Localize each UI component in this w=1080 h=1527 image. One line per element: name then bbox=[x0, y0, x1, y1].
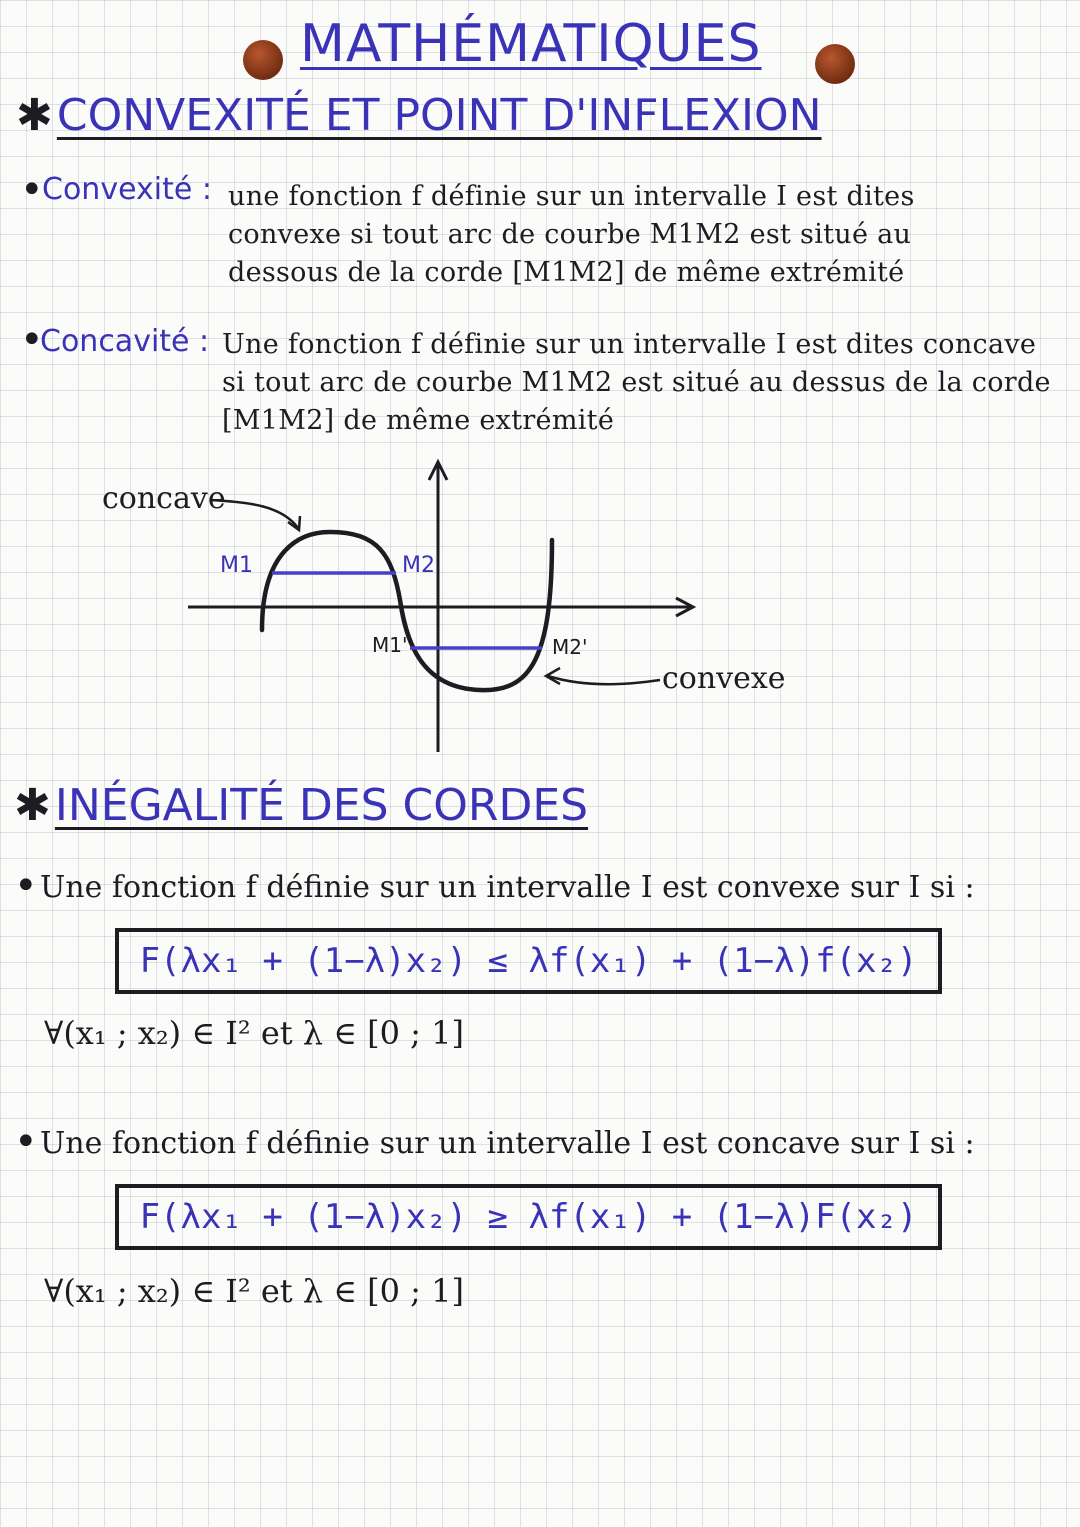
definition-convexite bbox=[228, 178, 1048, 292]
section-heading-text: CONVEXITÉ ET POINT D'INFLEXION bbox=[56, 90, 822, 141]
decorative-dot-left bbox=[243, 40, 283, 80]
convex-condition: ∀(x₁ ; x₂) ∈ I² et λ ∈ [0 ; 1] bbox=[44, 1014, 464, 1052]
convexity-diagram bbox=[0, 440, 1080, 770]
definition-concavite bbox=[222, 326, 1062, 440]
page-title: MATHÉMATIQUES bbox=[300, 14, 762, 74]
asterisk-icon: ✱ bbox=[14, 780, 51, 831]
label-convexe: convexe bbox=[662, 661, 786, 696]
definition-line: convexe si tout arc de courbe M1M2 est situé au bbox=[228, 219, 912, 250]
convex-rule-intro: Une fonction f définie sur un intervalle I est convexe sur I si : bbox=[40, 870, 975, 905]
definition-line: une fonction f définie sur un intervalle I est dites bbox=[228, 181, 915, 212]
concave-formula: F(λx₁ + (1−λ)x₂) ≥ λf(x₁) + (1−λ)F(x₂) bbox=[139, 1197, 918, 1237]
convex-formula-box bbox=[115, 928, 942, 994]
decorative-dot-right bbox=[815, 44, 855, 84]
asterisk-icon: ✱ bbox=[16, 90, 53, 141]
term-convexite: Convexité : bbox=[42, 172, 212, 207]
label-m1-prime: M1' bbox=[372, 633, 408, 657]
section-heading-text: INÉGALITÉ DES CORDES bbox=[54, 780, 589, 831]
definition-line: dessous de la corde [M1M2] de même extrémité bbox=[228, 257, 905, 288]
convexe-arrow bbox=[548, 676, 660, 684]
definition-line: [M1M2] de même extrémité bbox=[222, 405, 615, 436]
definition-line: si tout arc de courbe M1M2 est situé au dessus de la corde bbox=[222, 367, 1051, 398]
term-concavite: Concavité : bbox=[40, 324, 210, 359]
definition-line: Une fonction f définie sur un intervalle I est dites concave bbox=[222, 329, 1037, 360]
concave-formula-box bbox=[115, 1184, 942, 1250]
label-m1: M1 bbox=[220, 553, 253, 578]
bullet-icon: • bbox=[14, 863, 38, 909]
concave-condition: ∀(x₁ ; x₂) ∈ I² et λ ∈ [0 ; 1] bbox=[44, 1272, 464, 1310]
label-m2-prime: M2' bbox=[552, 635, 588, 659]
convex-formula: F(λx₁ + (1−λ)x₂) ≤ λf(x₁) + (1−λ)f(x₂) bbox=[139, 941, 918, 981]
label-m2: M2 bbox=[402, 553, 435, 578]
concave-rule-intro: Une fonction f définie sur un intervalle I est concave sur I si : bbox=[40, 1126, 975, 1161]
bullet-icon: • bbox=[20, 167, 44, 213]
bullet-icon: • bbox=[20, 317, 44, 363]
section-heading-inegalite bbox=[14, 780, 588, 831]
bullet-icon: • bbox=[14, 1119, 38, 1165]
label-concave: concave bbox=[102, 481, 226, 516]
convexe-arrow-head-icon bbox=[546, 668, 560, 684]
section-heading-convexite bbox=[16, 90, 822, 141]
